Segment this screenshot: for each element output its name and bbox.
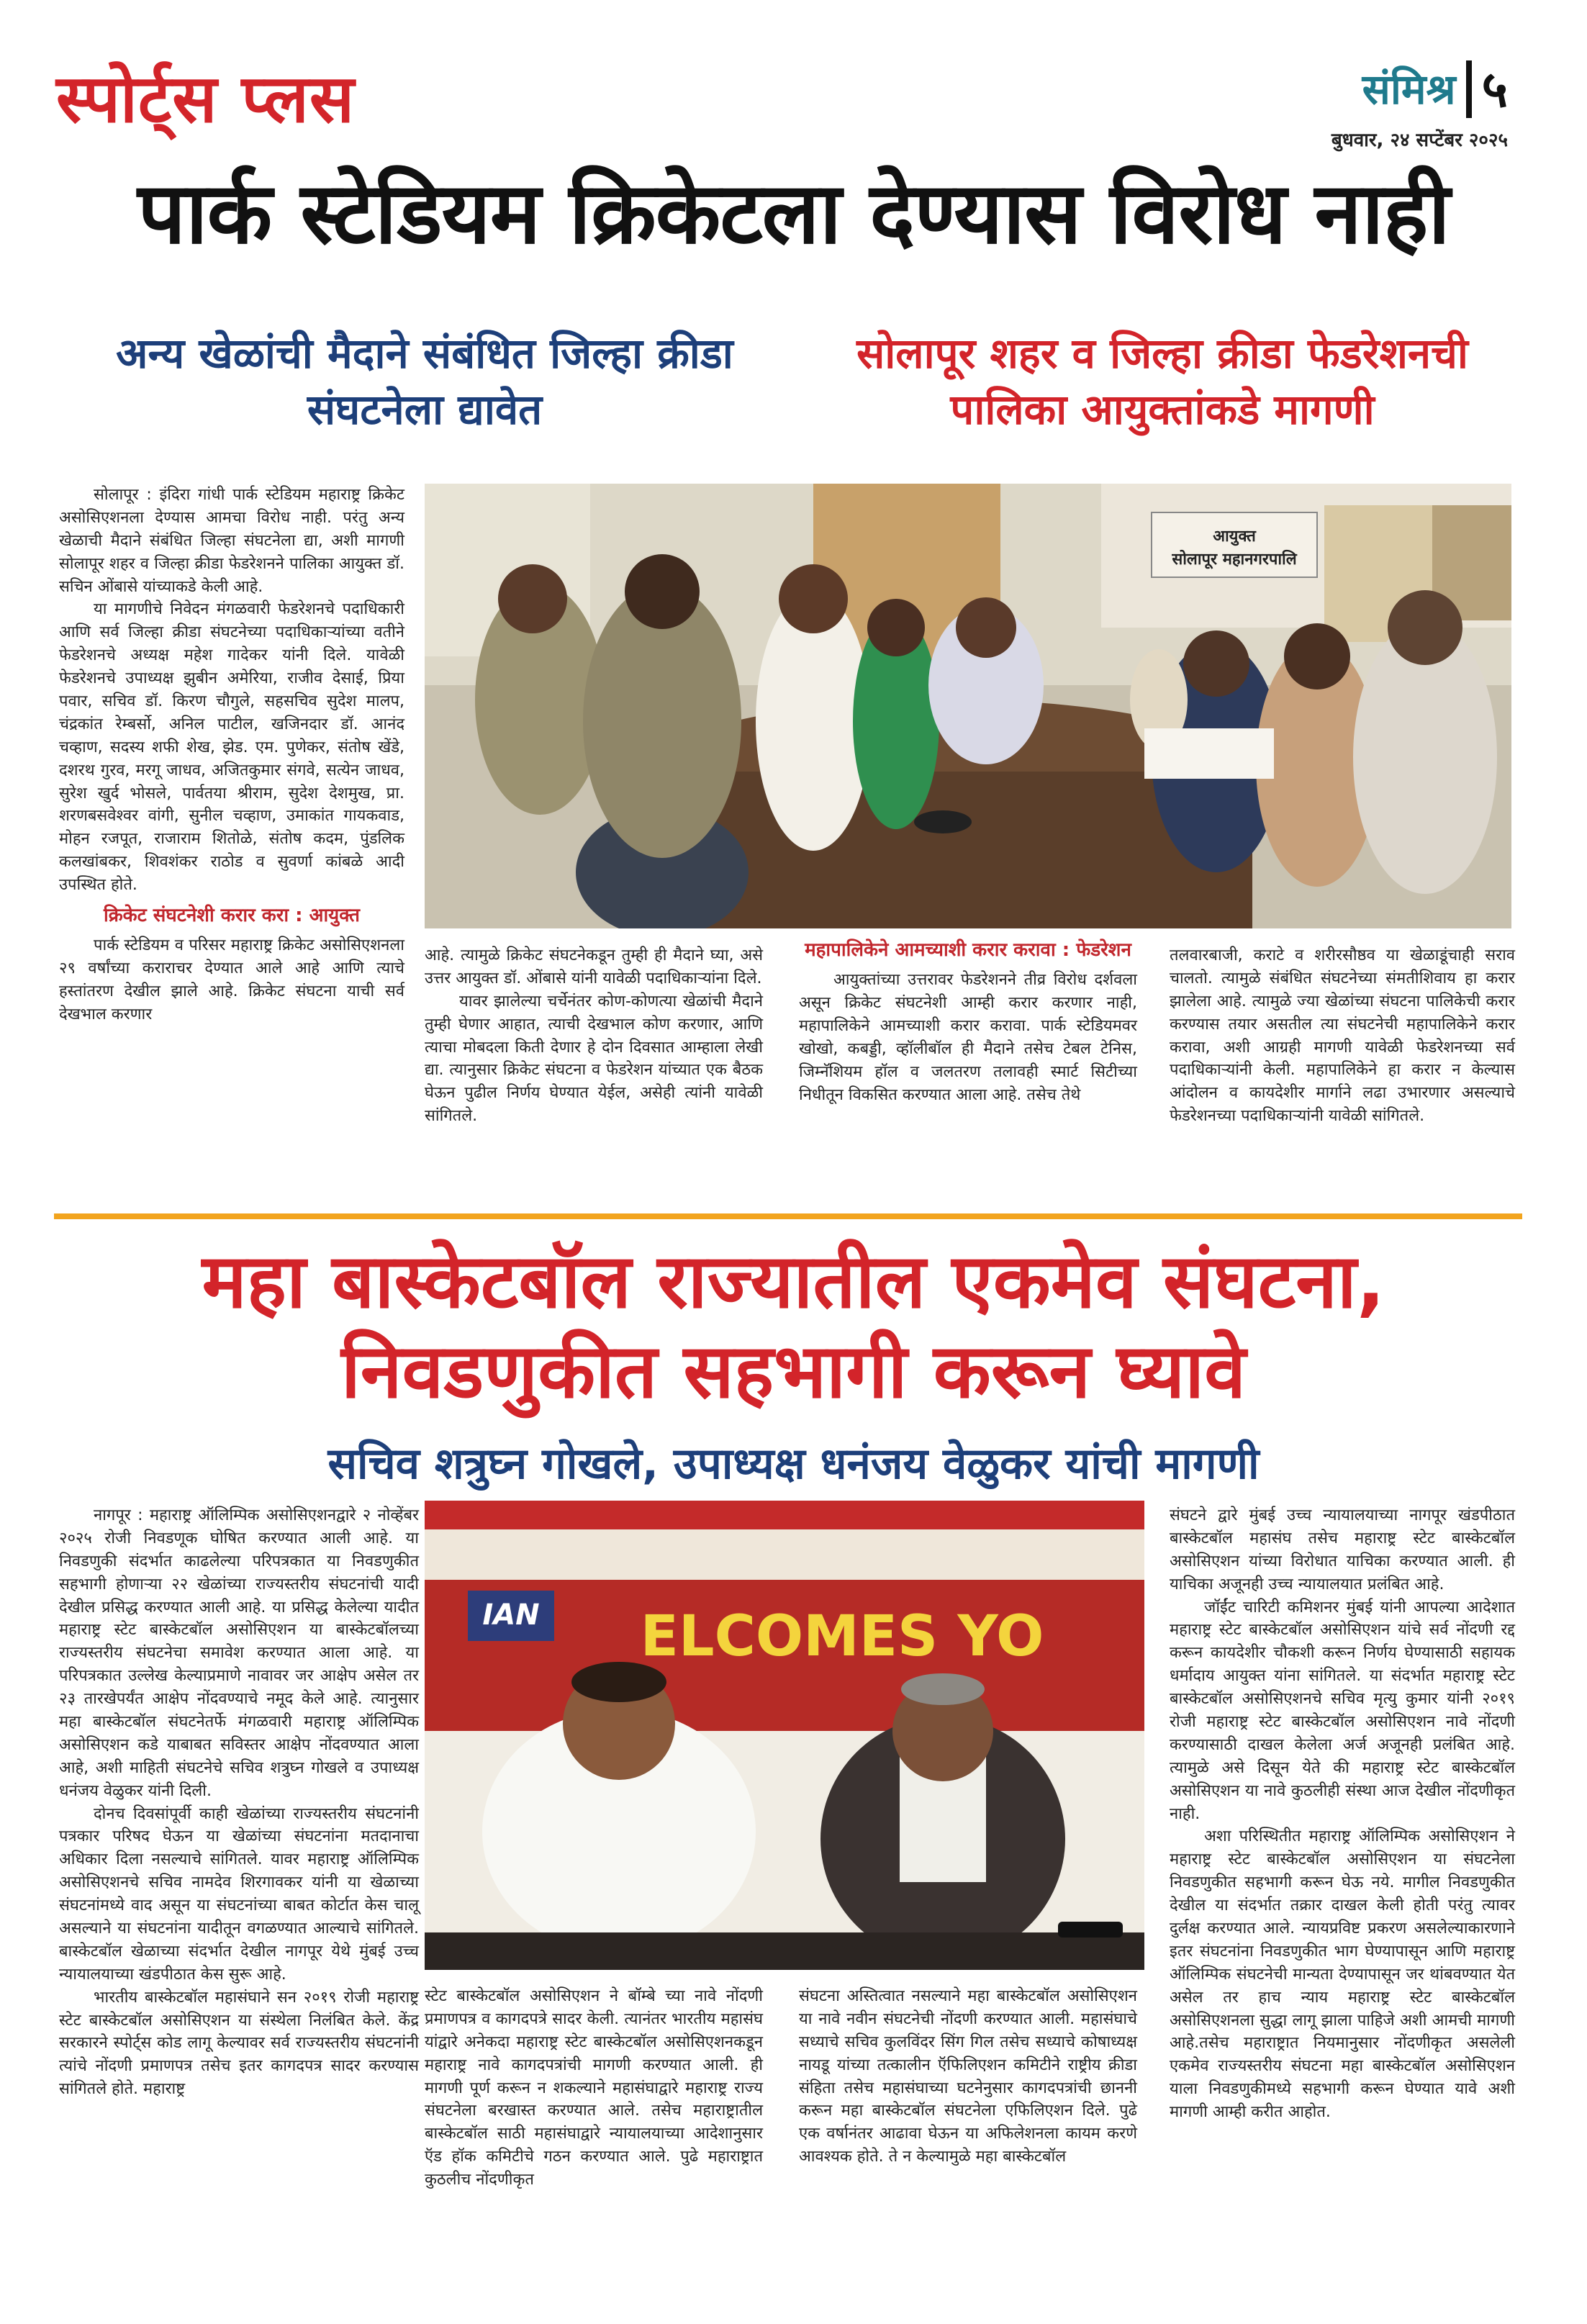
story1-headline: पार्क स्टेडियम क्रिकेटला देण्यास विरोध नाही xyxy=(137,163,1450,263)
story2-paragraph: संघटना अस्तित्वात नसल्याने महा बास्केटबॉल असोसिएशन या नावे नवीन संघटनेची नोंदणी करण्यात आली. महासंघाचे सध्याचे सचिव कुलविंदर सिंग गिल तसेच सध्याचे कोषाध्यक्ष नायडू यांच्या तत्कालीन ऍफिलिएशन कमिटीने राष्ट्रीय क्रीडा संहिता तसेच महासंघाच्या घटनेनुसार कागदपत्रांची छाननी करून महा बास्केटबॉल संघटनेला एफिलिएशन दिले. पुढे एक वर्षानंतर आढावा घेऊन या अफिलेशनला कायम करणे आवश्यक होते. ते न केल्यामुळे महा बास्केटबॉल xyxy=(799,1987,1137,2166)
story1-column-2 xyxy=(425,944,763,1128)
story1-photo xyxy=(425,484,1511,928)
story2-photo xyxy=(425,1501,1144,1970)
story1-column-4 xyxy=(1170,944,1515,1128)
story1-paragraph: आहे. त्यामुळे क्रिकेट संघटनेकडून तुम्ही ही मैदाने घ्या, असे उत्तर आयुक्त डॉ. ओंबासे यांनी यावेळी पदाधिकाऱ्यांना दिले. xyxy=(425,946,763,987)
story1-paragraph: आयुक्तांच्या उत्तरावर फेडरेशनने तीव्र विरोध दर्शवला असून क्रिकेट संघटनेशी आम्ही करार करणार नाही, महापालिकेने आमच्याशी करार करावा. पार्क स्टेडियमवर खोखो, कबड्डी, व्हॉलीबॉल ही मैदाने तसेच टेबल टेनिस, जिम्नॅशियम हॉल व जलतरण तलावही स्मार्ट सिटीच्या निधीतून विकसित करण्यात आला आहे. तसेच तेथे xyxy=(799,971,1137,1104)
story1-column-3 xyxy=(799,937,1137,1107)
story2-paragraph: जॉईंट चारिटी कमिशनर मुंबई यांनी आपल्या आदेशात महाराष्ट्र स्टेट बास्केटबॉल असोसिएशन यांचे सर्व नोंदणी रद्द करून कायदेशीर चौकशी करून निर्णय घेण्यासाठी सहायक धर्मादाय आयुक्त यांना सांगितले. या संदर्भात महाराष्ट्र स्टेट बास्केटबॉल असोसिएशनचे सचिव मृत्यु कुमार यांनी २०१९ रोजी महाराष्ट्र स्टेट बास्केटबॉल असोसिएशन नावे नोंदणी करण्यासाठी दाखल केलेला अर्ज अजूनही प्रलंबित आहे. त्यामुळे असे दिसून येते की महाराष्ट्र स्टेट बास्केटबॉल असोसिएशन या नावे कुठलीही संस्था आज देखील नोंदणीकृत नाही. xyxy=(1170,1598,1515,1823)
story2-subhead: सचिव शत्रुघ्न गोखले, उपाध्यक्ष धनंजय वेळुकर यांची मागणी xyxy=(327,1439,1260,1489)
story1-paragraph: यावर झालेल्या चर्चेनंतर कोण-कोणत्या खेळांची मैदाने तुम्ही घेणार आहात, त्याची देखभाल कोण करणार, आणि त्याचा मोबदला किती देणार हे दोन दिवसात आम्हाला लेखी द्या. त्यानुसार क्रिकेट संघटना व फेडरेशन यांच्यात एक बैठक घेऊन पुढील निर्णय घेण्यात येईल, असेही त्यांनी यावेळी सांगितले. xyxy=(425,992,763,1126)
story1-paragraph: तलवारबाजी, कराटे व शरीरसौष्ठव या खेळाडूंचाही सराव चालतो. त्यामुळे संबंधित संघटनेच्या संमतीशिवाय हा करार झालेला आहे. त्यामुळे ज्या खेळांच्या संघटना पालिकेची करार करण्यास तयार असतील त्या संघटनेची महापालिकेने करार करावा, अशी आग्रही मागणी यावेळी फेडरेशनच्या सर्व पदाधिकाऱ्यांनी केली. महापालिकेने हा करार न केल्यास आंदोलन व कायदेशीर मार्गाने लढा उभारणार असल्याचे फेडरेशनच्या पदाधिकाऱ्यांनी यावेळी सांगितले. xyxy=(1170,946,1515,1126)
story2-paragraph: भारतीय बास्केटबॉल महासंघाने सन २०१९ रोजी महाराष्ट्र स्टेट बास्केटबॉल असोसिएशन या संस्थेला निलंबित केले. केंद्र सरकारने स्पोर्ट्स कोड लागू केल्यावर सर्व राज्यस्तरीय संघटनांनी त्यांचे नोंदणी प्रमाणपत्र तसेच इतर कागदपत्र सादर करण्यास सांगितले होते. महाराष्ट्र xyxy=(59,1988,419,2099)
story1-paragraph: सोलापूर : इंदिरा गांधी पार्क स्टेडियम महाराष्ट्र क्रिकेट असोसिएशनला देण्यास आमचा विरोध नाही. परंतु अन्य खेळाची मैदाने संबंधित जिल्हा संघटनेला द्या, अशी मागणी सोलापूर शहर व जिल्हा क्रीडा फेडरेशनने पालिका आयुक्त डॉ. सचिन ओंबासे यांच्याकडे केली आहे. xyxy=(59,486,404,596)
edition-name: संमिश्र xyxy=(1362,65,1456,114)
story1-subhead-left: अन्य खेळांची मैदाने संबंधित जिल्हा क्रीडा संघटनेला द्यावेत xyxy=(116,329,733,435)
banner-left-text: IAN xyxy=(482,1599,540,1632)
banner-welcome-text: ELCOMES YO xyxy=(640,1604,1044,1669)
story2-column-2 xyxy=(425,1985,763,2192)
story2-headline-line2: निवडणुकीत सहभागी करून घ्यावे xyxy=(340,1326,1247,1415)
story1-inline-subhead: क्रिकेट संघटनेशी करार करा : आयुक्त xyxy=(103,905,361,927)
page-number: ५ xyxy=(1481,60,1508,119)
story2-paragraph: स्टेट बास्केटबॉल असोसिएशन ने बॉम्बे च्या नावे नोंदणी प्रमाणपत्र व कागदपत्रे सादर केली. त्यानंतर भारतीय महासंघ यांद्वारे अनेकदा महाराष्ट्र स्टेट बास्केटबॉल असोसिएशनकडून महाराष्ट्र नावे कागदपत्रांची मागणी करण्यात आली. ही मागणी पूर्ण करून न शकल्याने महासंघाद्वारे महाराष्ट्र राज्य संघटनेला बरखास्त करण्यात आले. तसेच महाराष्ट्रातील बास्केटबॉल साठी महासंघाद्वारे न्यायालयाच्या आदेशानुसार ऍड हॉक कमिटीचे गठन करण्यात आले. पुढे महाराष्ट्रात कुठलीच नोंदणीकृत xyxy=(425,1987,763,2189)
section-divider xyxy=(54,1213,1522,1219)
edition-label xyxy=(1362,60,1508,118)
story1-column-1 xyxy=(59,484,404,1026)
story2-paragraph: नागपूर : महाराष्ट्र ऑलिम्पिक असोसिएशनद्वारे २ नोव्हेंबर २०२५ रोजी निवडणूक घोषित करण्यात आली आहे. या निवडणुकी संदर्भात काढलेल्या परिपत्रकात या निवडणुकीत सहभागी होणाऱ्या २२ खेळांच्या राज्यस्तरीय संघटनांची यादी देखील प्रसिद्ध करण्यात आली आहे. या प्रसिद्ध केलेल्या यादीत महाराष्ट्र स्टेट बास्केटबॉल असोसिएशन या बास्केटबॉलच्या राज्यस्तरीय संघटनेचा समावेश करण्यात आला आहे. या परिपत्रकात उल्लेख केल्याप्रमाणे नावावर जर आक्षेप असेल तर २३ तारखेपर्यंत आक्षेप नोंदवण्याचे नमूद केले आहे. त्यानुसार महा बास्केटबॉल संघटनेतर्फे मंगळवारी महाराष्ट्र ऑलिम्पिक असोसिएशन कडे याबाबत सविस्तर आक्षेप नोंदवण्यात आला आहे, अशी माहिती संघटनेचे सचिव शत्रुघ्न गोखले व उपाध्यक्ष धनंजय वेळुकर यांनी दिली. xyxy=(59,1506,419,1800)
photo-sign-top: आयुक्त xyxy=(1213,528,1256,546)
story2-column-3 xyxy=(799,1985,1137,2169)
dateline: बुधवार, २४ सप्टेंबर २०२५ xyxy=(1331,130,1508,151)
photo-sign-bottom: सोलापूर महानगरपालि xyxy=(1172,551,1297,569)
story2-headline xyxy=(50,1236,1537,1416)
meeting-photo-illustration xyxy=(425,484,1511,928)
story2-paragraph: संघटने द्वारे मुंबई उच्च न्यायालयाच्या नागपूर खंडपीठात बास्केटबॉल महासंघ तसेच महाराष्ट्र स्टेट बास्केटबॉल असोसिएशन यांच्या विरोधात याचिका करण्यात आली. ही याचिका अजूनही उच्च न्यायालयात प्रलंबित आहे. xyxy=(1170,1506,1515,1593)
masthead-divider xyxy=(1466,60,1472,118)
story2-column-4 xyxy=(1170,1504,1515,2124)
story2-headline-line1: महा बास्केटबॉल राज्यातील एकमेव संघटना, xyxy=(202,1237,1385,1325)
story2-column-1 xyxy=(59,1504,419,2101)
section-title: स्पोर्ट्स प्लस xyxy=(56,60,356,137)
story1-inline-subhead: महापालिकेने आमच्याशी करार करावा : फेडरेशन xyxy=(805,939,1131,961)
story2-paragraph: दोनच दिवसांपूर्वी काही खेळांच्या राज्यस्तरीय संघटनांनी पत्रकार परिषद घेऊन या खेळांच्या संघटनांना मतदानाचा अधिकार दिला नसल्याचे सांगितले. यावर महाराष्ट्र ऑलिम्पिक असोसिएशनचे सचिव नामदेव शिरगावकर यांनी या खेळाच्या संघटनांमध्ये वाद असून या संघटनांच्या बाबत कोर्टात केस चालू असल्याने या संघटनांना यादीतून वगळण्यात आल्याचे सांगितले. बास्केटबॉल खेळाच्या संदर्भात देखील नागपूर येथे मुंबई उच्च न्यायालयाच्या खंडपीठात केस सुरू आहे. xyxy=(59,1804,419,1984)
story1-subhead-right: सोलापूर शहर व जिल्हा क्रीडा फेडरेशनची पालिका आयुक्तांकडे मागणी xyxy=(856,329,1468,435)
story1-paragraph: पार्क स्टेडियम व परिसर महाराष्ट्र क्रिकेट असोसिएशनला २९ वर्षांच्या कराराचर देण्यात आले आहे आणि त्याचे हस्तांतरण देखील झाले आहे. क्रिकेट संघटना याची सर्व देखभाल करणार xyxy=(59,936,404,1024)
press-conference-photo-illustration xyxy=(425,1501,1144,1970)
story2-paragraph: अशा परिस्थितीत महाराष्ट्र ऑलिम्पिक असोसिएशन ने महाराष्ट्र स्टेट बास्केटबॉल असोसिएशन या संघटनेला निवडणुकीत सहभागी करून घेऊ नये. मागील निवडणुकीत देखील या संदर्भात तक्रार दाखल केली होती परंतु त्यावर दुर्लक्ष करण्यात आले. न्यायप्रविष्ट प्रकरण असलेल्याकारणाने इतर संघटनांना निवडणुकीत भाग घेण्यापासून आणि महाराष्ट्र ऑलिम्पिक संघटनेची मान्यता देण्यापासून जर थांबवण्यात येत असेल तर हाच न्याय महाराष्ट्र स्टेट बास्केटबॉल असोसिएशनला सुद्धा लागू झाला पाहिजे अशी आमची मागणी आहे.तसेच महाराष्ट्रात नियमानुसार नोंदणीकृत असलेली एकमेव राज्यस्तरीय संघटना महा बास्केटबॉल असोसिएशन याला निवडणुकीमध्ये सहभागी करून घेण्यात यावे अशी मागणी आम्ही करीत आहोत. xyxy=(1170,1827,1515,2122)
story1-paragraph: या मागणीचे निवेदन मंगळवारी फेडरेशनचे पदाधिकारी आणि सर्व जिल्हा क्रीडा संघटनेच्या पदाधिकाऱ्यांच्या वतीने फेडरेशनचे अध्यक्ष महेश गादेकर यांनी दिले. यावेळी फेडरेशनचे उपाध्यक्ष झुबीन अमेरिया, राजीव देसाई, प्रिया पवार, सचिव डॉ. किरण चौगुले, सहसचिव सुदेश मालप, चंद्रकांत रेम्बर्सो, अनिल पाटील, खजिनदार डॉ. आनंद चव्हाण, सदस्य शफी शेख, झेड. एम. पुणेकर, संतोष खेंडे, दशरथ गुरव, मरगू जाधव, अजितकुमार संगवे, सत्येन जाधव, सुरेश खुर्द भोसले, पार्वतया श्रीराम, सुदेश देशमुख, प्रा. शरणबसवेश्वर वांगी, सुनील चव्हाण, उमाकांत गायकवाड, मोहन रजपूत, राजाराम शितोळे, संतोष कदम, पुंडलिक कलखांबकर, शिवशंकर राठोड व सुवर्णा कांबळे आदी उपस्थित होते. xyxy=(59,600,404,895)
